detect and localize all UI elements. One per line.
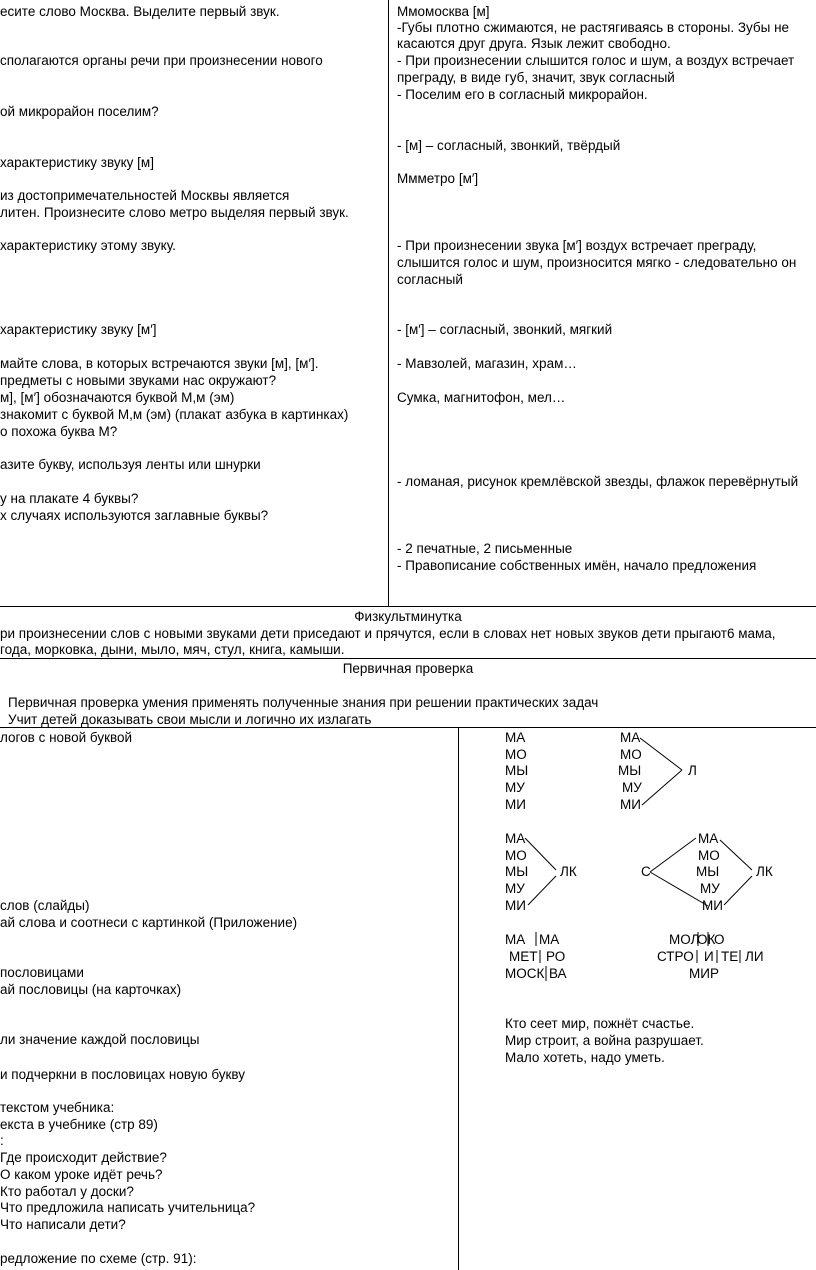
- split-word: МОСК: [505, 966, 545, 981]
- answer-line: согласный: [397, 272, 463, 287]
- activity-line: текстом учебника:: [0, 1100, 115, 1115]
- primary-check-title: Первичная проверка: [342, 661, 474, 676]
- syllable: МО: [698, 848, 720, 863]
- answer-line: преграду, в виде губ, значит, звук согласный: [397, 70, 675, 85]
- split-word: ВА: [549, 966, 567, 981]
- answer-line: - Мавзолей, магазин, храм…: [397, 356, 577, 371]
- letters-lk: ЛК: [560, 864, 577, 879]
- task-line: х случаях используются заглавные буквы?: [0, 508, 269, 523]
- task-line: майте слова, в которых встречаются звуки [м], [м′].: [0, 356, 319, 371]
- goal-line: Учит детей доказывать свои мысли и логично их излагать: [8, 712, 372, 727]
- syllable: МЫ: [618, 763, 642, 778]
- split-word: РО: [546, 949, 566, 964]
- syllable: МИ: [505, 898, 526, 913]
- split-word: О: [714, 932, 725, 947]
- split-word: МА: [539, 932, 560, 947]
- letter-s: С: [641, 864, 651, 879]
- answer-line: - ломаная, рисунок кремлёвской звезды, флажок перевёрнутый: [397, 474, 799, 489]
- fizkult-line: года, морковка, дыни, мыло, мяч, стул, книга, камыши.: [0, 642, 345, 657]
- task-line: азите букву, используя ленты или шнурки: [0, 457, 261, 472]
- split-word: ЛИ: [745, 949, 764, 964]
- split-word: СТРО: [657, 949, 694, 964]
- letter-l: Л: [688, 763, 697, 778]
- answer-line: слышится голос и шум, произносится мягко - следовательно он: [397, 255, 797, 270]
- answer-line: Сумка, магнитофон, мел…: [397, 390, 566, 405]
- task-line: из достопримечательностей Москвы является: [0, 188, 290, 203]
- task-line: характеристику звуку [м′]: [0, 322, 157, 337]
- fizkult-line: ри произнесении слов с новыми звуками дети приседают и прячутся, если в словах нет новых звуков дети прыгают6 мама,: [0, 626, 776, 641]
- activity-line: :: [0, 1133, 4, 1148]
- syllable: МУ: [700, 881, 720, 896]
- activity-line: пословицами: [0, 965, 84, 980]
- question-line: Кто работал у доски?: [0, 1184, 134, 1199]
- letters-lk: ЛК: [756, 864, 773, 879]
- syllable: МЫ: [505, 864, 529, 879]
- answer-line: - [м] – согласный, звонкий, твёрдый: [397, 138, 621, 153]
- syllable: МИ: [702, 898, 723, 913]
- task-line: предметы с новыми звуками нас окружают?: [0, 373, 277, 388]
- split-word: ОК: [697, 932, 716, 947]
- syllable: МИ: [620, 797, 641, 812]
- goal-line: Первичная проверка умения применять полученные знания при решении практических задач: [8, 695, 599, 710]
- fizkult-title: Физкультминутка: [354, 609, 462, 624]
- answer-line: - 2 печатные, 2 письменные: [397, 541, 573, 556]
- syllable: МО: [505, 747, 527, 762]
- task-line: характеристику этому звуку.: [0, 238, 176, 253]
- activity-line: ли значение каждой пословицы: [0, 1032, 200, 1047]
- question-line: О каком уроке идёт речь?: [0, 1167, 163, 1182]
- syllable: МУ: [505, 881, 525, 896]
- split-word: МОЛ: [669, 932, 700, 947]
- answer-line: Ммметро [м′]: [397, 171, 479, 186]
- activity-line: ай слова и соотнеси с картинкой (Приложение): [0, 915, 298, 930]
- answer-line: касаются друг друга. Язык лежит свободно.: [397, 36, 671, 51]
- task-line: у на плакате 4 буквы?: [0, 491, 139, 506]
- split-word: МЕТ: [509, 949, 538, 964]
- syllable: МУ: [505, 780, 525, 795]
- proverb: Мир строит, а война разрушает.: [505, 1033, 704, 1048]
- split-word: МИР: [689, 966, 719, 981]
- syllable: МА: [620, 730, 641, 745]
- activity-line: логов с новой буквой: [0, 730, 133, 745]
- activity-line: екста в учебнике (стр 89): [0, 1117, 158, 1132]
- split-word: ТЕ: [721, 949, 739, 964]
- syllable: МЫ: [505, 763, 529, 778]
- task-line: ой микрорайон поселим?: [0, 104, 159, 119]
- task-line: о похожа буква М?: [0, 424, 118, 439]
- question-line: Что предложила написать учительница?: [0, 1200, 256, 1215]
- task-line: есите слово Москва. Выделите первый звук.: [0, 4, 280, 19]
- activity-line: и подчеркни в пословицах новую букву: [0, 1067, 246, 1082]
- syllable: МО: [620, 747, 642, 762]
- question-line: Где происходит действие?: [0, 1150, 167, 1165]
- task-line: сполагаются органы речи при произнесении нового: [0, 53, 323, 68]
- syllable: МА: [505, 831, 526, 846]
- syllable: МИ: [505, 797, 526, 812]
- answer-line: - При произнесении звука [м′] воздух встречает преграду,: [397, 238, 757, 253]
- split-word: И: [704, 949, 714, 964]
- question-line: Что написали дети?: [0, 1217, 126, 1232]
- task-line: литен. Произнесите слово метро выделяя первый звук.: [0, 205, 349, 220]
- activity-line: редложение по схеме (стр. 91):: [0, 1251, 197, 1266]
- task-line: знакомит с буквой М,м (эм) (плакат азбука в картинках): [0, 407, 349, 422]
- answer-line: - [м′] – согласный, звонкий, мягкий: [397, 322, 613, 337]
- activity-line: ай пословицы (на карточках): [0, 982, 182, 997]
- syllable: МЫ: [696, 864, 720, 879]
- split-word: МА: [505, 932, 526, 947]
- task-line: характеристику звуку [м]: [0, 155, 154, 170]
- answer-line: - Правописание собственных имён, начало предложения: [397, 558, 757, 573]
- answer-line: - При произнесении слышится голос и шум, а воздух встречает: [397, 53, 795, 68]
- syllable: МА: [698, 831, 719, 846]
- proverb: Мало хотеть, надо уметь.: [505, 1050, 665, 1065]
- task-line: м], [м′] обозначаются буквой М,м (эм): [0, 390, 235, 405]
- proverb: Кто сеет мир, пожнёт счастье.: [505, 1016, 695, 1031]
- activity-line: слов (слайды): [0, 898, 90, 913]
- syllable: МО: [505, 848, 527, 863]
- answer-line: Ммомосква [м]: [397, 4, 490, 19]
- syllable: МУ: [622, 780, 642, 795]
- answer-line: - Поселим его в согласный микрорайон.: [397, 87, 648, 102]
- syllable: МА: [505, 730, 526, 745]
- answer-line: -Губы плотно сжимаются, не растягиваясь в стороны. Зубы не: [397, 20, 790, 35]
